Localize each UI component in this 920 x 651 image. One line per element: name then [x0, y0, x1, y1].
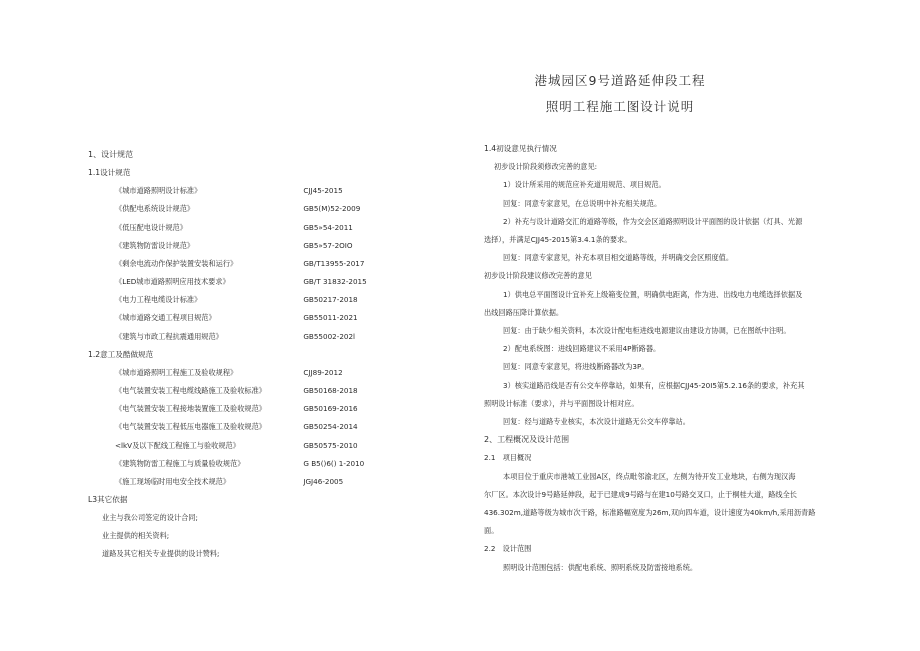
spec-code: GB5(M)52-2009: [303, 204, 361, 214]
spec-code: GB50168-2018: [303, 386, 358, 396]
spec-code: G B5()6() 1-2010: [303, 458, 365, 468]
spec-name: 《城市道路照明设计标准》: [115, 186, 202, 196]
spec-name: 《电力工程电缆设计标准》: [115, 295, 202, 305]
spec-name: 《电气装置安装工程低压电器施工及验收规范》: [115, 422, 266, 432]
spec-name: 《施工现场临时用电安全技术规范》: [115, 476, 231, 486]
acceptance-spec-list: [88, 364, 408, 491]
paragraph: 3）核实道路沿线是否有公交车停靠站，如果有，应根据CJJ45-20I5第5.2.16条的要求，补充其: [503, 380, 805, 390]
spec-name: 《建筑物防雷工程施工与质量验收规范》: [115, 458, 245, 468]
document-subtitle: 照明工程施工图设计说明: [545, 99, 695, 114]
spec-row: [88, 219, 408, 237]
spec-row: [88, 200, 408, 218]
spec-name: 《低压配电设计规范》: [115, 222, 187, 232]
section-heading-1-4: 1.4初设意见执行情况: [484, 144, 557, 153]
spec-code: GB/T 31832-2015: [303, 277, 367, 287]
section-heading-2-1: 2.1 项目概况: [484, 453, 532, 463]
section-heading-1: 1、设计规范: [88, 150, 134, 159]
spec-row: [88, 418, 408, 436]
spec-code: GB55002-202l: [303, 331, 356, 341]
paragraph-continued: 出线回路压降计算依据。: [484, 307, 564, 317]
section-heading-2: 2、工程概况及设计范围: [484, 435, 570, 445]
spec-row: [88, 382, 408, 400]
spec-code: GB50169-2016: [303, 404, 358, 414]
paragraph: 初步设计阶段建议修改完善的意见: [484, 271, 592, 281]
paragraph: 2）配电系统图：进线回路建议不采用4P断路器。: [503, 344, 661, 354]
spec-code: GB5»54-2011: [303, 222, 353, 232]
spec-name: 《电气装置安装工程电缆线路施工及验收标准》: [115, 386, 266, 396]
spec-row: [88, 400, 408, 418]
paragraph: 1）供电总平面图设计宜补充上级箱变位置，明确供电距离，作为进、出线电力电缆选择依据及: [503, 289, 803, 299]
reply-paragraph: 回复：同意专家意见，将进线断路器改为3P。: [503, 362, 649, 372]
section-heading-1-3: L3其它依据: [88, 494, 128, 504]
spec-row: [88, 364, 408, 382]
paragraph: 初步设计阶段须修改完善的意见:: [494, 162, 598, 172]
spec-code: CJJ45-2015: [303, 186, 343, 196]
right-column: [484, 140, 898, 577]
basis-item: 业主提供的相关资料;: [102, 531, 170, 541]
paragraph: 本项目位于重庆市港城工业园A区，终点毗邻渝北区，左侧为待开发工业地块，右侧为现汉海: [503, 471, 796, 481]
left-column: [88, 146, 408, 564]
spec-code: GB/T13955-2017: [303, 258, 365, 268]
spec-row: [88, 237, 408, 255]
basis-item: 道路及其它相关专业提供的设计赞料;: [102, 549, 220, 559]
design-spec-list: [88, 182, 408, 345]
spec-name: 《城市道路照明工程施工及验收规程》: [115, 367, 238, 377]
reply-paragraph: 回复：同意专家意见，补充本项目相交道路等级，并明确交会区照度值。: [503, 253, 734, 263]
spec-name: 《电气装置安装工程接地装置施工及验收规范》: [115, 404, 266, 414]
spec-row: [88, 273, 408, 291]
paragraph: 1）设计所采用的规范应补充道用规范、项目规范。: [503, 180, 666, 190]
spec-row: [88, 309, 408, 327]
paragraph: 照明设计范围包括：供配电系统、照明系统及防雷接地系统。: [503, 562, 698, 572]
spec-code: GB55011-2021: [303, 313, 358, 323]
paragraph-continued: 面。: [484, 526, 499, 536]
spec-name: 《供配电系统设计规范》: [115, 204, 195, 214]
paragraph: 2）补充与设计道路交汇的道路等级，作为交会区道路照明设计平面图的设计依据（灯具、光源: [503, 216, 803, 226]
section-heading-1-2: 1.2意工及酷做规范: [88, 349, 154, 359]
spec-name: <lkV及以下配线工程施工与验收规范》: [115, 440, 240, 450]
spec-row: [88, 291, 408, 309]
section-heading-1-1: 1.1设计规范: [88, 168, 131, 178]
spec-row: [88, 455, 408, 473]
section-heading-2-2: 2.2 设计范围: [484, 544, 532, 554]
spec-name: 《剩余电流动作保护装置安装和运行》: [115, 258, 238, 268]
paragraph-continued: 选择），并满足CJJ45-2015第3.4.1条的要求。: [484, 235, 632, 245]
spec-code: JGJ46-2005: [303, 476, 344, 486]
reply-paragraph: 回复：由于缺少相关资料，本次设计配电柜进线电源建议由建设方协调，已在图纸中注明。: [503, 326, 791, 336]
document-title: 港城园区9号道路延伸段工程: [534, 73, 706, 88]
spec-name: 《城市道路交通工程项目规范》: [115, 313, 216, 323]
paragraph-continued: 尔厂区。本次设计9号路延伸段，起于已建成9号路与在建10号路交叉口，止于桐桂大道，路线全长: [484, 489, 797, 499]
reply-paragraph: 回复：经与道路专业核实，本次设计道路无公交车停靠站。: [503, 417, 690, 427]
spec-row: [88, 182, 408, 200]
spec-name: 《建筑物防雷设计规范》: [115, 240, 195, 250]
spec-code: GB50575-2010: [303, 440, 358, 450]
spec-row: [88, 255, 408, 273]
spec-code: GB50217-2018: [303, 295, 358, 305]
spec-code: GB50254-2014: [303, 422, 358, 432]
spec-row: [88, 328, 408, 346]
spec-code: CJJ89-2012: [303, 367, 343, 377]
spec-name: 《LED城市道路照明应用技术要求》: [115, 277, 230, 287]
basis-item: 业主与我公司签定的设计合同;: [102, 513, 198, 523]
paragraph-continued: 436.302m,道路等级为城市次干路，标准路幅宽度为26m,双向四车道，设计速度为40km/h,采用沥青路: [484, 508, 816, 518]
spec-row: [88, 437, 408, 455]
paragraph-continued: 照明设计标准（要求），并与平面图设计相对应。: [484, 398, 639, 408]
spec-row: [88, 473, 408, 491]
spec-name: 《建筑与市政工程抗震通用规范》: [115, 331, 223, 341]
spec-code: GB5»57-2OIO: [303, 240, 353, 250]
reply-paragraph: 回复：同意专家意见，在总说明中补充相关规范。: [503, 198, 662, 208]
